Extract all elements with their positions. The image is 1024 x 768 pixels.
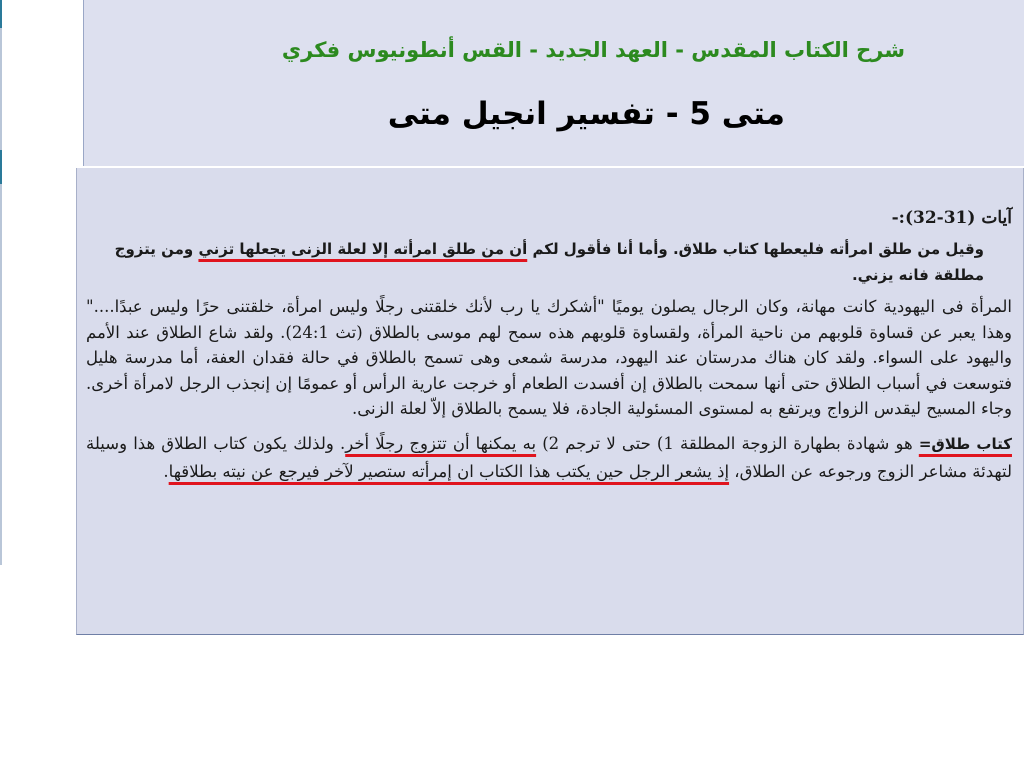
left-border-strip [0, 0, 2, 565]
definition-underlined-text: به يمكنها أن تتزوج رجلًا أخر [345, 433, 537, 453]
definition-underlined-text: إذ يشعر الرجل حين يكتب هذا الكتاب ان إمرأته ستصير لآخر فيرجع عن نيته بطلاقها [168, 461, 730, 481]
definition-paragraph [86, 430, 1012, 485]
definition-text: . ولذلك يكون كتاب الطلاق هذا وسيلة لتهدئة مشاعر الزوج ورجوعه عن الطلاق، [86, 433, 1012, 481]
verse-underlined-text: أن من طلق امرأته إلا لعلة الزنى يجعلها تزني [198, 240, 528, 258]
definition-term: كتاب طلاق= [918, 434, 1012, 453]
left-strip-mark [0, 0, 2, 28]
definition-text: هو شهادة بطهارة الزوجة المطلقة 1) حتى لا ترجم 2) [536, 433, 919, 453]
verse-text-part: وقيل من طلق امرأته فليعطها كتاب طلاق. وأما أنا فأقول لكم [527, 240, 984, 258]
content-text [86, 204, 1012, 485]
definition-text: . [163, 461, 169, 481]
page-title: متى 5 - تفسير انجيل متى [387, 96, 785, 132]
content-panel [76, 168, 1024, 635]
header-panel [83, 0, 1024, 166]
verse-text-part: ومن يتزوج مطلقة فانه يزني. [114, 240, 984, 284]
left-strip-mark [0, 150, 2, 184]
verse-text [86, 236, 1012, 288]
verses-heading: آيات (31-32):- [891, 208, 1012, 228]
page-subtitle: شرح الكتاب المقدس - العهد الجديد - القس أنطونيوس فكري [281, 38, 905, 62]
commentary-paragraph: المرأة فى اليهودية كانت مهانة، وكان الرجال يصلون يوميًا "أشكرك يا رب لأنك خلقتنى رجلًا وليس امرأة، خلقتنى حرًا وليس عبدًا...." وهذا يعبر عن قساوة قلوبهم من ناحية المرأة، ولقساوة قلوبهم هذه سمح لهم موسى بالطلاق (تث 24:1). ولقد شاع الطلاق عند الأمم واليهود على السواء. ولقد كان هناك مدرستان عند اليهود، مدرسة شمعى وهى تسمح بالطلاق في حالة فقدان العفة، أما مدرسة هليل فتوسعت في أسباب الطلاق حتى أنها سمحت بالطلاق إن أفسدت الطعام أو خرجت عارية الرأس أو عمومًا إن إنجذب الرجل لامرأة أخرى. وجاء المسيح ليقدس الزواج ويرتفع به لمستوى المسئولية الجادة، فلا يسمح بالطلاق إلاّ لعلة الزنى. [86, 297, 1013, 418]
